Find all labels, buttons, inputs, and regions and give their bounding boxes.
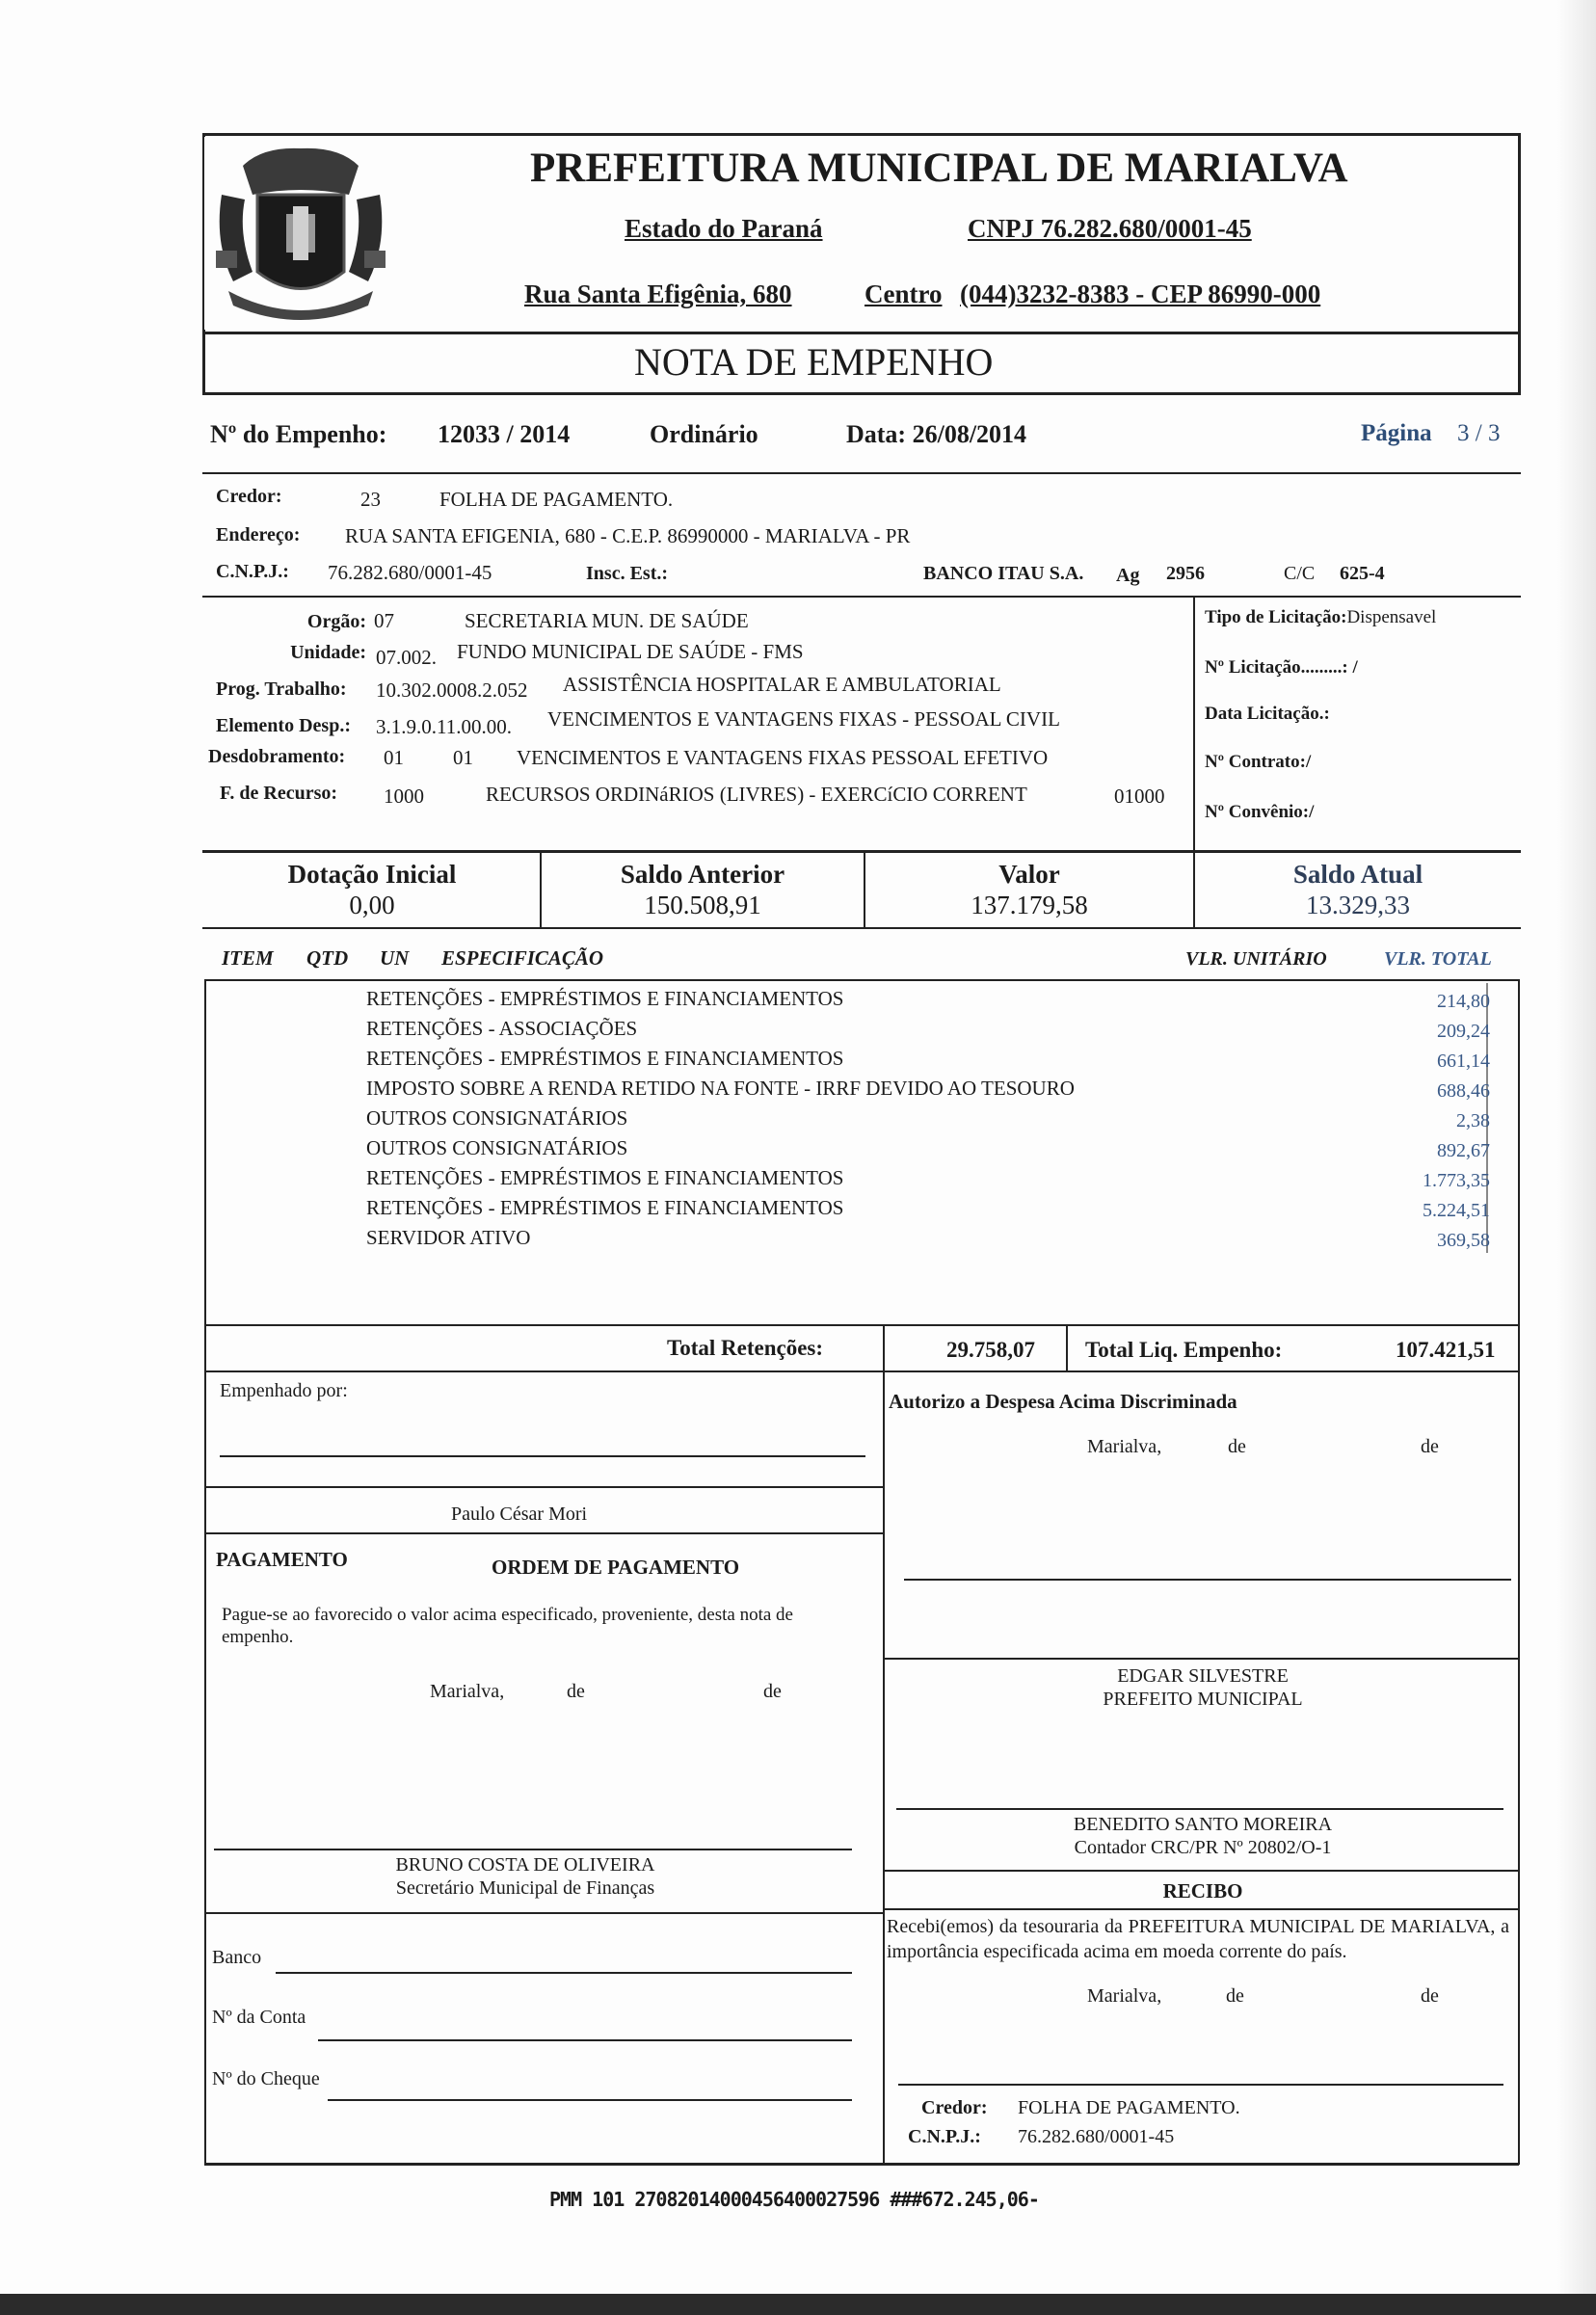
autorizo-city: Marialva, [1087,1436,1162,1457]
footer-code: PMM 101 27082014000456400027596 ###672.245,06- [549,2188,1039,2211]
empenho-label: Nº do Empenho: [210,420,387,448]
credor-code: 23 [360,488,381,511]
valor-label: Valor [998,860,1060,889]
item-description: OUTROS CONSIGNATÁRIOS [366,1136,628,1159]
page-label: Página [1361,420,1432,446]
recurso-label: F. de Recurso: [220,783,338,804]
unidade-code: 07.002. [376,646,437,669]
total-liquido-label: Total Liq. Empenho: [1085,1338,1283,1362]
item-description: IMPOSTO SOBRE A RENDA RETIDO NA FONTE - IRRF DEVIDO AO TESOURO [366,1077,1075,1100]
total-liquido-value: 107.421,51 [1396,1338,1496,1362]
endereco-value: RUA SANTA EFIGENIA, 680 - C.E.P. 86990000 - MARIALVA - PR [345,524,911,547]
secretario-title: Secretário Municipal de Finanças [395,1877,655,1899]
recurso-code-2: 01000 [1114,785,1165,808]
scan-border [0,2294,1596,2315]
cheque-label: Nº do Cheque [212,2068,320,2089]
dotacao-label: Dotação Inicial [287,860,457,889]
list-item [366,1226,1503,1256]
prefeito-name: EDGAR SILVESTRE [1117,1665,1289,1687]
contador-name: BENEDITO SANTO MOREIRA [1073,1814,1333,1835]
item-description: RETENÇÕES - EMPRÉSTIMOS E FINANCIAMENTOS [366,1166,844,1189]
item-description: RETENÇÕES - ASSOCIAÇÕES [366,1017,638,1040]
autorizo-de-1: de [1228,1436,1246,1457]
endereco-label: Endereço: [216,524,301,545]
item-description: OUTROS CONSIGNATÁRIOS [366,1106,628,1130]
list-item [366,1017,1503,1047]
agency-value: 2956 [1166,563,1205,584]
saldo-anterior-value: 150.508,91 [644,891,761,919]
cnpj-label: C.N.P.J.: [216,561,289,582]
prog-trabalho-label: Prog. Trabalho: [216,679,347,700]
list-item [366,1047,1503,1077]
recibo-credor-label: Credor: [921,2097,988,2118]
autorizo-de-2: de [1421,1436,1439,1457]
page-number: 3 / 3 [1457,420,1501,446]
pagamento-de-2: de [763,1681,782,1702]
valor-value: 137.179,58 [971,891,1088,919]
tipo-licitacao-label: Tipo de Licitação: [1205,607,1347,627]
agency-label: Ag [1116,565,1140,586]
prog-trabalho-name: ASSISTÊNCIA HOSPITALAR E AMBULATORIAL [563,673,1001,696]
pagamento-de-1: de [567,1681,585,1702]
desdobramento-name: VENCIMENTOS E VANTAGENS FIXAS PESSOAL EFETIVO [517,746,1049,769]
col-especificacao: ESPECIFICAÇÃO [441,946,604,970]
saldo-atual-label: Saldo Atual [1292,860,1423,889]
insc-label: Insc. Est.: [586,563,669,584]
recurso-code: 1000 [384,785,424,808]
orgao-label: Orgão: [306,611,366,632]
desdobramento-code-2: 01 [453,746,473,769]
recibo-cnpj-value: 76.282.680/0001-45 [1018,2126,1175,2147]
credor-label: Credor: [216,486,282,507]
desdobramento-label: Desdobramento: [208,746,346,767]
banco-label: Banco [212,1947,262,1968]
prefeito-title: PREFEITO MUNICIPAL [1103,1689,1303,1710]
item-total: 209,24 [1437,1021,1490,1042]
item-description: RETENÇÕES - EMPRÉSTIMOS E FINANCIAMENTOS [366,987,844,1010]
saldo-atual-value: 13.329,33 [1306,891,1410,919]
item-total: 661,14 [1437,1051,1490,1072]
list-item [366,1196,1503,1226]
list-item [366,1166,1503,1196]
numero-licitacao-label: Nº Licitação.........: / [1205,657,1358,678]
empenho-type: Ordinário [650,420,758,448]
empenho-date: Data: 26/08/2014 [846,420,1027,448]
total-retencoes-label: Total Retenções: [667,1336,824,1360]
convenio-label: Nº Convênio:/ [1205,802,1315,822]
recibo-title: RECIBO [1162,1879,1243,1903]
col-un: UN [380,946,410,970]
cnpj-value: 76.282.680/0001-45 [328,561,492,584]
pagamento-text: Pague-se ao favorecido o valor acima especificado, proveniente, desta nota de empenho. [222,1605,793,1647]
item-total: 5.224,51 [1423,1200,1490,1221]
list-item [366,1136,1503,1166]
contrato-label: Nº Contrato:/ [1205,752,1312,772]
data-licitacao-label: Data Licitação.: [1205,704,1330,724]
total-retencoes-value: 29.758,07 [946,1338,1035,1362]
recibo-de-2: de [1421,1985,1439,2007]
header-state: Estado do Paraná [625,214,823,243]
item-total: 1.773,35 [1423,1170,1490,1191]
col-vlr-total: VLR. TOTAL [1384,948,1492,970]
header-phone-cep: (044)3232-8383 - CEP 86990-000 [960,279,1321,308]
empenho-number: 12033 / 2014 [438,420,571,448]
item-total: 369,58 [1437,1230,1490,1251]
item-total: 214,80 [1437,991,1490,1012]
elemento-label: Elemento Desp.: [216,715,351,736]
list-item [366,1077,1503,1106]
desdobramento-code-1: 01 [384,746,404,769]
credor-name: FOLHA DE PAGAMENTO. [439,488,674,511]
header-address: Rua Santa Efigênia, 680 [524,279,792,308]
scan-edge [1557,0,1596,2315]
item-total: 688,46 [1437,1080,1490,1102]
item-description: SERVIDOR ATIVO [366,1226,531,1249]
account-value: 625-4 [1340,563,1385,584]
elemento-code: 3.1.9.0.11.00.00. [376,715,512,738]
list-item [366,987,1503,1017]
unidade-name: FUNDO MUNICIPAL DE SAÚDE - FMS [457,640,804,663]
saldo-anterior-label: Saldo Anterior [620,860,785,889]
conta-label: Nº da Conta [212,2007,306,2028]
elemento-name: VENCIMENTOS E VANTAGENS FIXAS - PESSOAL CIVIL [547,707,1060,731]
prog-trabalho-code: 10.302.0008.2.052 [376,679,528,702]
pagamento-city: Marialva, [430,1681,505,1702]
item-description: RETENÇÕES - EMPRÉSTIMOS E FINANCIAMENTOS [366,1047,844,1070]
autorizo-label: Autorizo a Despesa Acima Discriminada [889,1390,1237,1413]
header-cnpj: CNPJ 76.282.680/0001-45 [968,214,1252,243]
contador-title: Contador CRC/PR Nº 20802/O-1 [1074,1837,1332,1858]
secretario-name: BRUNO COSTA DE OLIVEIRA [395,1854,655,1876]
dotacao-value: 0,00 [349,891,395,919]
municipal-coat-of-arms [204,137,397,330]
col-vlr-unitario: VLR. UNITÁRIO [1185,948,1327,970]
empenhado-label: Empenhado por: [220,1380,348,1401]
account-label: C/C [1284,563,1316,584]
item-total: 2,38 [1456,1110,1490,1131]
ordem-pagamento-label: ORDEM DE PAGAMENTO [492,1556,740,1579]
unidade-label: Unidade: [290,642,366,663]
recurso-name: RECURSOS ORDINáRIOS (LIVRES) - EXERCíCIO CORRENT [486,783,1027,806]
items-list [366,987,1503,1256]
recibo-cnpj-label: C.N.P.J.: [908,2126,981,2147]
recibo-de-1: de [1226,1985,1244,2007]
tipo-licitacao-value: Dispensavel [1346,607,1437,627]
orgao-code: 07 [374,609,394,632]
header-district: Centro [864,279,943,308]
item-description: RETENÇÕES - EMPRÉSTIMOS E FINANCIAMENTOS [366,1196,844,1219]
empenhado-name: Paulo César Mori [451,1503,588,1525]
col-qtd: QTD [306,946,349,970]
bank-name: BANCO ITAU S.A. [923,563,1084,584]
item-total: 892,67 [1437,1140,1490,1161]
pagamento-label: PAGAMENTO [216,1548,348,1571]
header-title: PREFEITURA MUNICIPAL DE MARIALVA [530,146,1348,191]
recibo-text: Recebi(emos) da tesouraria da PREFEITURA MUNICIPAL DE MARIALVA, a importância especificada acima em moeda corrente do país. [887,1916,1509,1962]
recibo-city: Marialva, [1087,1985,1162,2007]
document-title: NOTA DE EMPENHO [634,340,994,384]
list-item [366,1106,1503,1136]
col-item: ITEM [222,946,274,970]
orgao-name: SECRETARIA MUN. DE SAÚDE [465,609,749,632]
recibo-credor-value: FOLHA DE PAGAMENTO. [1018,2097,1240,2118]
